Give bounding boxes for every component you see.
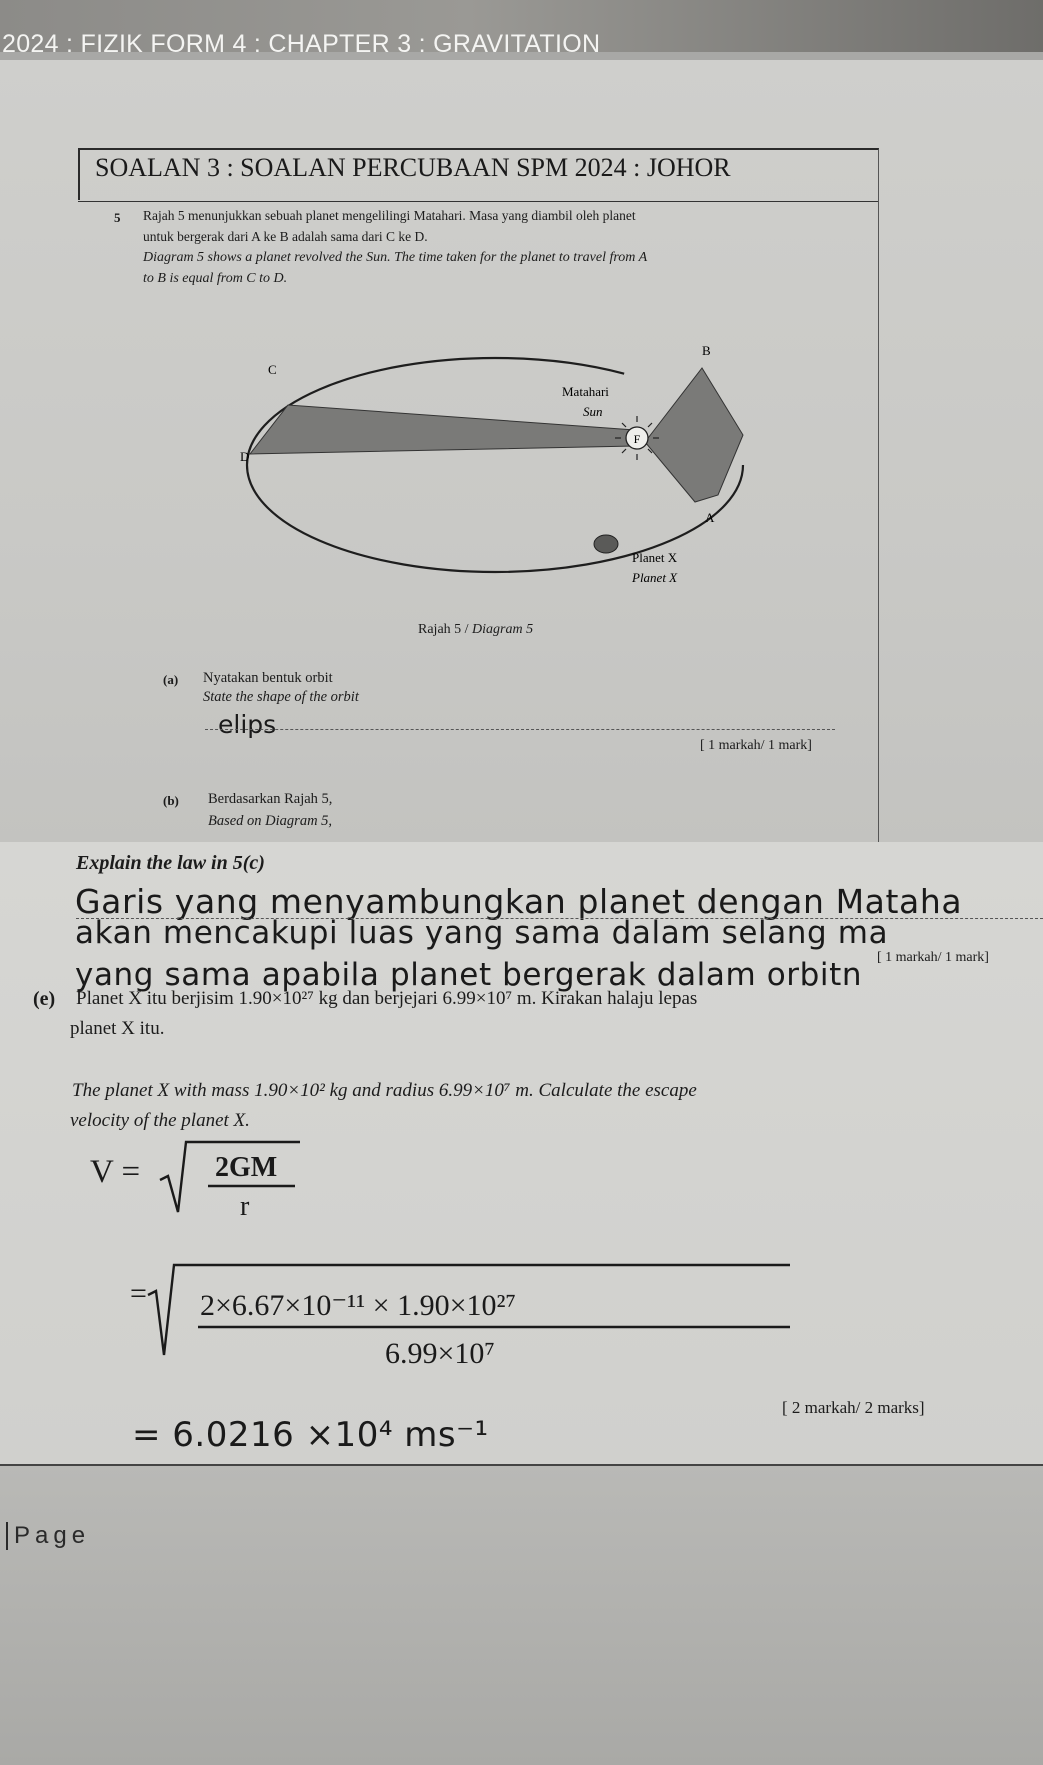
question-english-line1: Diagram 5 shows a planet revolved the Sun. The time taken for the planet to travel from A bbox=[143, 250, 648, 265]
explain-marks: [ 1 markah/ 1 mark] bbox=[877, 950, 989, 965]
part-a-answer-line bbox=[205, 729, 835, 730]
part-e-marks: [ 2 markah/ 2 marks] bbox=[782, 1398, 925, 1417]
part-e-malay: Planet X itu berjisim 1.90×10²⁷ kg dan berjejari 6.99×10⁷ m. Kirakan halaju lepas bbox=[76, 988, 698, 1009]
part-e-label: (e) bbox=[33, 988, 56, 1010]
part-b-label: (b) bbox=[163, 793, 179, 808]
header-title: 2024 : FIZIK FORM 4 : CHAPTER 3 : GRAVITATION bbox=[2, 30, 601, 58]
part-a-label: (a) bbox=[163, 672, 179, 687]
formula-substitution bbox=[130, 1255, 830, 1385]
box-left-border bbox=[78, 148, 80, 200]
part-e-english: The planet X with mass 1.90×10² kg and radius 6.99×10⁷ m. Calculate the escape bbox=[72, 1080, 697, 1101]
sun-label-malay: Matahari bbox=[562, 384, 609, 399]
part-a-marks: [ 1 markah/ 1 mark] bbox=[700, 738, 812, 753]
part-a-english: State the shape of the orbit bbox=[203, 689, 359, 705]
substitution-equals: = bbox=[130, 1277, 147, 1310]
question-malay-line2: untuk bergerak dari A ke B adalah sama dari C ke D. bbox=[143, 229, 428, 244]
explain-answer-line2: akan mencakupi luas yang sama dalam selang ma bbox=[75, 915, 889, 951]
question-english-line2: to B is equal from C to D. bbox=[143, 271, 288, 286]
page-number-label: Page bbox=[6, 1522, 90, 1550]
part-a-answer: elips bbox=[218, 710, 277, 739]
substitution-denominator: 6.99×10⁷ bbox=[385, 1337, 495, 1370]
point-a-label: A bbox=[705, 510, 715, 525]
explain-answer-line1: Garis yang menyambungkan planet dengan Mataha bbox=[75, 882, 963, 921]
focus-label: F bbox=[633, 432, 641, 446]
part-b-malay: Berdasarkan Rajah 5, bbox=[208, 791, 333, 807]
orbit-diagram bbox=[240, 330, 760, 620]
explain-prompt: Explain the law in 5(c) bbox=[76, 852, 265, 874]
part-e-final-answer: = 6.0216 ×10⁴ ms⁻¹ bbox=[132, 1415, 489, 1455]
part-e-english-line2: velocity of the planet X. bbox=[70, 1110, 250, 1131]
explain-answer-line3: yang sama apabila planet bergerak dalam orbitn bbox=[75, 957, 863, 993]
part-a-malay: Nyatakan bentuk orbit bbox=[203, 670, 333, 686]
question-number: 5 bbox=[114, 210, 121, 225]
diagram-caption: Rajah 5 / Diagram 5 bbox=[418, 622, 534, 637]
formula-numerator: 2GM bbox=[215, 1152, 278, 1183]
page-margin-area bbox=[0, 1466, 1043, 1765]
section-title: SOALAN 3 : SOALAN PERCUBAAN SPM 2024 : JOHOR bbox=[95, 153, 731, 182]
planet-label-english: Planet X bbox=[632, 570, 678, 585]
formula-denominator: r bbox=[240, 1191, 250, 1222]
planet-label-malay: Planet X bbox=[632, 550, 678, 565]
substitution-numerator: 2×6.67×10⁻¹¹ × 1.90×10²⁷ bbox=[200, 1289, 516, 1322]
section-divider bbox=[78, 201, 878, 202]
point-c-label: C bbox=[268, 362, 277, 377]
part-e-malay-line2: planet X itu. bbox=[70, 1018, 165, 1039]
formula-v-lhs: V = bbox=[90, 1154, 141, 1190]
part-b-english: Based on Diagram 5, bbox=[208, 813, 333, 829]
planet-x-icon bbox=[594, 535, 618, 553]
question-malay-line1: Rajah 5 menunjukkan sebuah planet mengelilingi Matahari. Masa yang diambil oleh planet bbox=[143, 208, 636, 223]
formula-escape-velocity bbox=[90, 1120, 350, 1225]
caption-english: Diagram 5 bbox=[472, 622, 534, 637]
point-b-label: B bbox=[702, 343, 711, 358]
swept-area-ab bbox=[645, 368, 743, 502]
caption-malay: Rajah 5 bbox=[418, 622, 462, 637]
swept-area-cd bbox=[250, 405, 635, 454]
sun-label-english: Sun bbox=[583, 404, 603, 419]
point-d-label: D bbox=[240, 449, 250, 464]
